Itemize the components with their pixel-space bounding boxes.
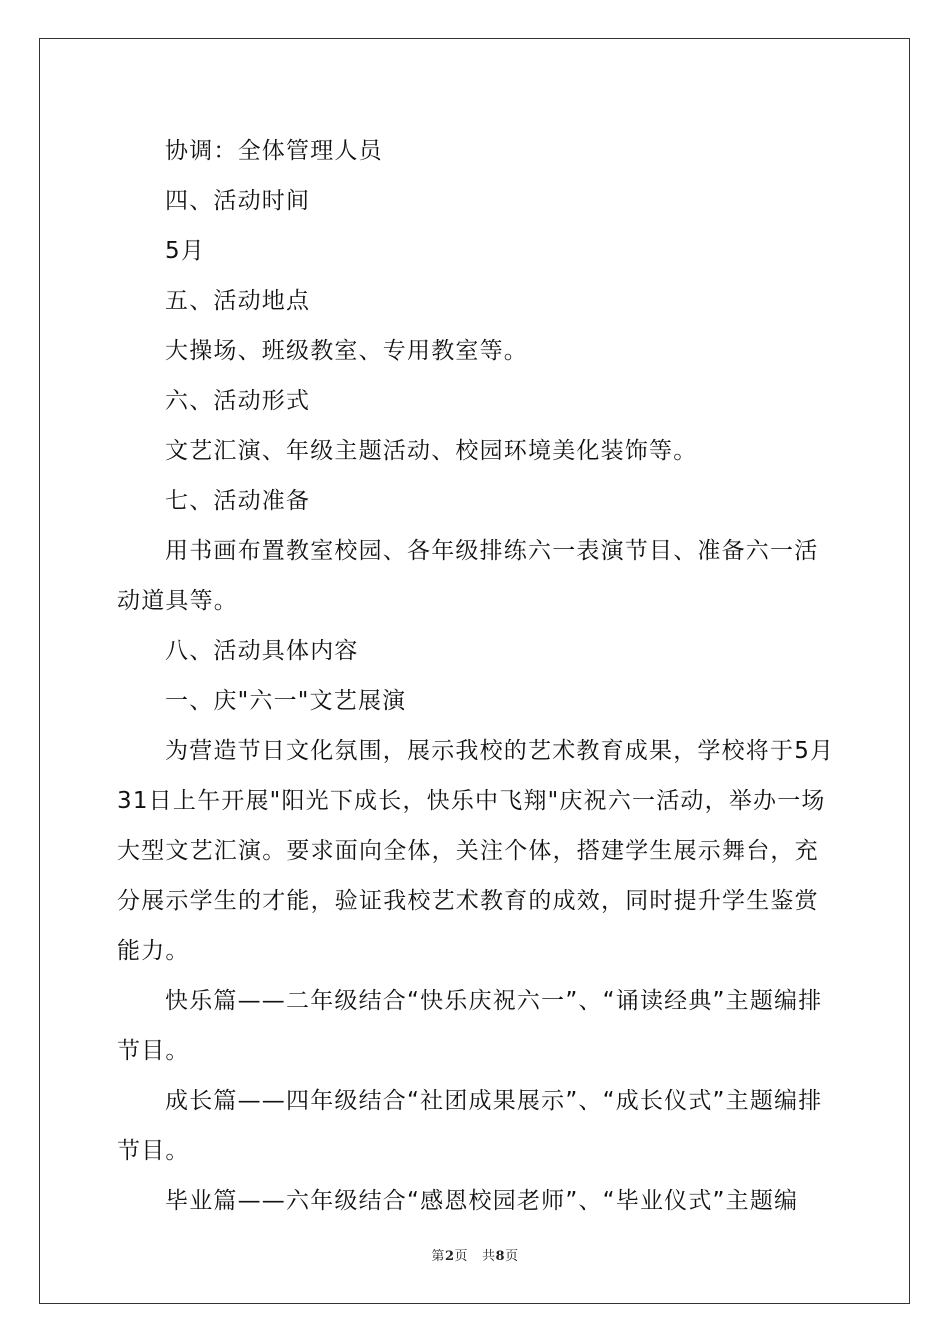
paragraph-happy: 快乐篇——二年级结合“快乐庆祝六一”、“诵读经典”主题编排节目。: [117, 988, 823, 1064]
page-number: 2: [444, 1249, 455, 1264]
document-body: [117, 126, 839, 1226]
heading-activity-place: 五、活动地点: [165, 288, 311, 314]
paragraph-coordinate: 协调：全体管理人员: [165, 138, 383, 164]
sub-heading-performance: 一、庆"六一"文艺展演: [165, 688, 407, 714]
heading-activity-time: 四、活动时间: [165, 188, 311, 214]
paragraph-graduation: 毕业篇——六年级结合“感恩校园老师”、“毕业仪式”主题编: [165, 1188, 799, 1214]
paragraph-performance: 为营造节日文化氛围，展示我校的艺术教育成果，学校将于5月31日上午开展"阳光下成长，快乐中飞翔"庆祝六一活动，举办一场大型文艺汇演。要求面向全体，关注个体，搭建学生展示舞台，充分展示学生的才能，验证我校艺术教育的成效，同时提升学生鉴赏能力。: [117, 738, 835, 964]
total-prefix: 共: [482, 1249, 496, 1264]
paragraph-growth: 成长篇——四年级结合“社团成果展示”、“成长仪式”主题编排节目。: [117, 1088, 823, 1164]
page-prefix: 第: [431, 1249, 445, 1264]
paragraph-prep: 用书画布置教室校园、各年级排练六一表演节目、准备六一活动道具等。: [117, 538, 819, 614]
paragraph-place: 大操场、班级教室、专用教室等。: [165, 338, 528, 364]
heading-activity-content: 八、活动具体内容: [165, 638, 359, 664]
page-suffix: 页: [454, 1249, 468, 1264]
total-pages: 8: [495, 1249, 506, 1264]
total-suffix: 页: [505, 1249, 519, 1264]
page-footer: [0, 1245, 950, 1264]
heading-activity-form: 六、活动形式: [165, 388, 311, 414]
paragraph-form: 文艺汇演、年级主题活动、校园环境美化装饰等。: [165, 438, 698, 464]
paragraph-time: 5月: [165, 238, 206, 264]
heading-activity-prep: 七、活动准备: [165, 488, 311, 514]
